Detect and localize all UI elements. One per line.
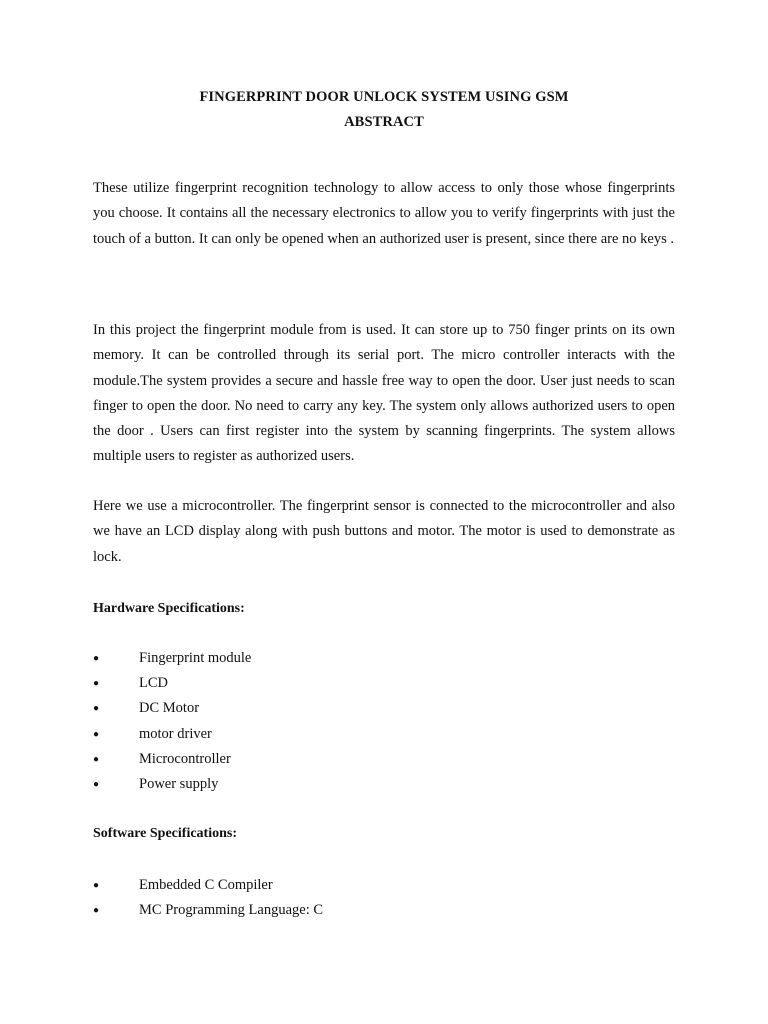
bullet-icon: ● [93,678,100,690]
bullet-icon: ● [93,703,100,715]
software-specifications-heading: Software Specifications: [93,826,237,841]
microcontroller-paragraph: Here we use a microcontroller. The fingerprint sensor is connected to the microcontroller and also we have an LCD display along with push buttons and motor. The motor is used to demonstrate as lock. [93,498,675,565]
list-item [93,772,675,797]
list-item-text: Fingerprint module [139,650,252,666]
list-item-text: Microcontroller [139,750,231,767]
hardware-specifications-heading: Hardware Specifications: [93,601,245,616]
document-title: FINGERPRINT DOOR UNLOCK SYSTEM USING GSM [199,89,569,105]
bullet-icon: ● [93,880,100,891]
bullet-icon: ● [93,778,100,790]
abstract-paragraph: These utilize fingerprint recognition technology to allow access to only those whose fingerprints you choose. It contains all the necessary electronics to allow you to verify fingerprints with just the touch of a button. It can only be opened when an authorized user is present, since there are no keys . [93,180,675,247]
project-paragraph: In this project the fingerprint module from is used. It can store up to 750 finger prints on its own memory. It can be controlled through its serial port. The micro controller interacts with the module.The system provides a secure and hassle free way to open the door. User just needs to scan finger to open the door. No need to carry any key. The system only allows authorized users to open the door . Users can first register into the system by scanning fingerprints. The system allows multiple users to register as authorized users. [93,322,675,465]
list-item-text: MC Programming Language: C [139,902,324,919]
list-item [93,671,675,696]
bullet-icon: ● [93,905,100,917]
document-subtitle: ABSTRACT [344,114,424,130]
list-item [93,646,675,671]
list-item [93,722,675,747]
list-item [93,696,675,721]
list-item [93,898,675,923]
list-item [93,873,675,898]
list-item [93,747,675,772]
list-item-text: motor driver [139,725,212,742]
list-item-text: DC Motor [139,700,200,717]
list-item-text: Embedded C Compiler [139,877,273,893]
bullet-icon: ● [93,653,100,664]
bullet-icon: ● [93,728,100,740]
software-specifications-list [93,873,675,923]
hardware-specifications-list [93,646,675,797]
list-item-text: LCD [139,675,168,692]
list-item-text: Power supply [139,775,219,792]
bullet-icon: ● [93,753,100,765]
